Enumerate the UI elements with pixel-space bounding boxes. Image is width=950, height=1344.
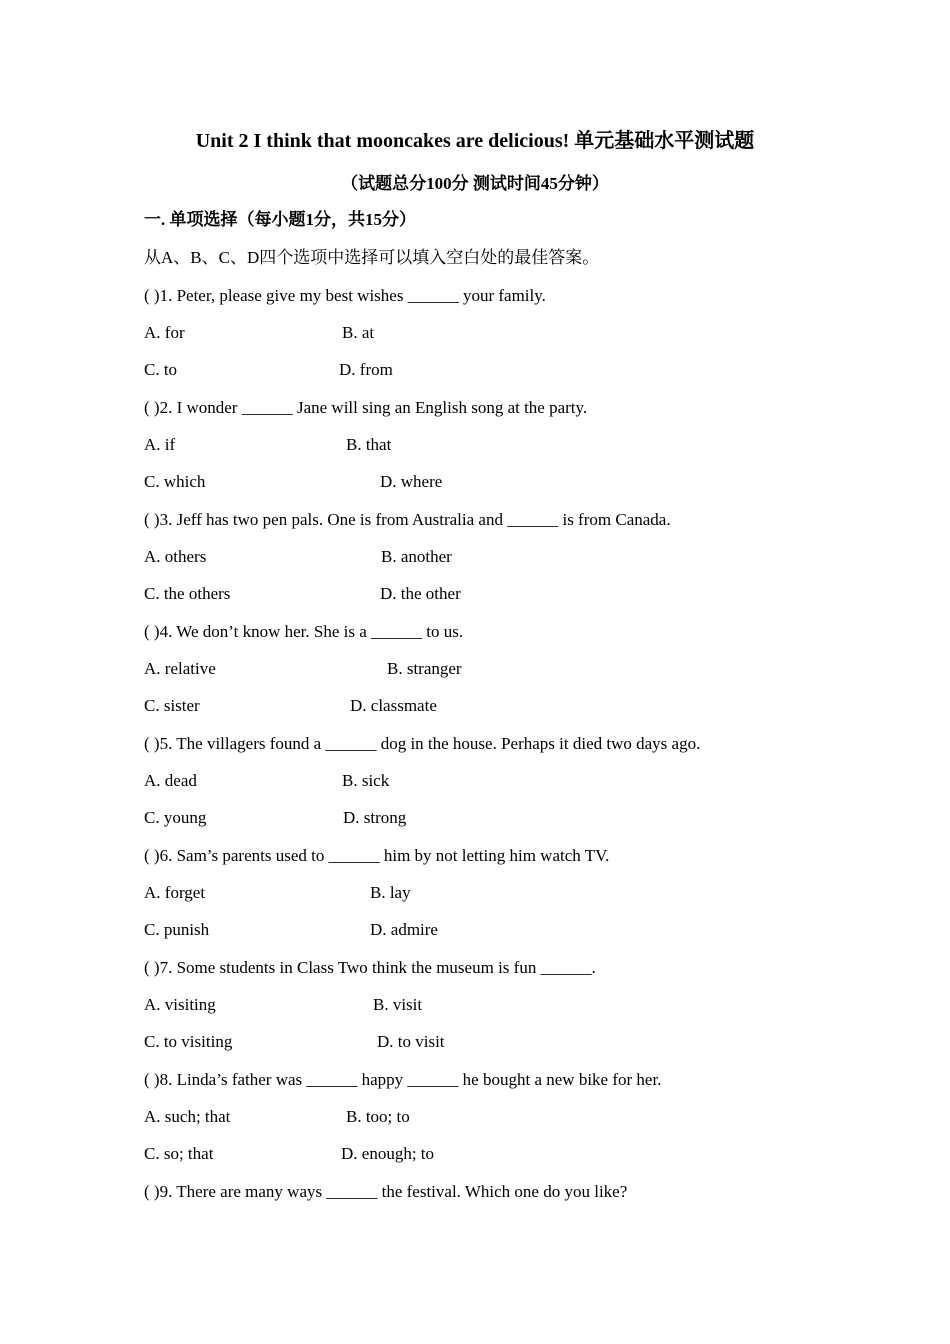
question-1-stem: ( )1. Peter, please give my best wishes ______ your family. bbox=[144, 286, 546, 305]
section-instruction: 从A、B、C、D四个选项中选择可以填入空白处的最佳答案。 bbox=[144, 248, 600, 267]
question-3-option-c: C. the others bbox=[144, 584, 231, 603]
question-6-option-d: D. admire bbox=[370, 920, 438, 939]
question-6-option-a: A. forget bbox=[144, 883, 206, 902]
question-9-stem: ( )9. There are many ways ______ the festival. Which one do you like? bbox=[144, 1182, 628, 1201]
question-8-option-c: C. so; that bbox=[144, 1144, 214, 1163]
question-1-option-c: C. to bbox=[144, 360, 178, 379]
question-4-option-a: A. relative bbox=[144, 659, 216, 678]
question-8-option-d: D. enough; to bbox=[341, 1144, 435, 1163]
question-3-option-d: D. the other bbox=[380, 584, 461, 603]
question-7-option-b: B. visit bbox=[373, 995, 423, 1014]
page-title: Unit 2 I think that mooncakes are delicious! 单元基础水平测试题 bbox=[195, 130, 755, 152]
question-2-stem: ( )2. I wonder ______ Jane will sing an English song at the party. bbox=[144, 398, 588, 417]
question-4-option-d: D. classmate bbox=[350, 696, 437, 715]
question-2-option-a: A. if bbox=[144, 435, 176, 454]
question-5-option-b: B. sick bbox=[342, 771, 390, 790]
question-3-option-b: B. another bbox=[381, 547, 452, 566]
question-6-option-b: B. lay bbox=[370, 883, 411, 902]
question-5-stem: ( )5. The villagers found a ______ dog in the house. Perhaps it died two days ago. bbox=[144, 734, 701, 753]
question-7-option-c: C. to visiting bbox=[144, 1032, 233, 1051]
question-8-stem: ( )8. Linda’s father was ______ happy ______ he bought a new bike for her. bbox=[144, 1070, 662, 1089]
question-2-option-c: C. which bbox=[144, 472, 206, 491]
question-6-stem: ( )6. Sam’s parents used to ______ him by not letting him watch TV. bbox=[144, 846, 610, 865]
question-3-option-a: A. others bbox=[144, 547, 207, 566]
question-7-option-a: A. visiting bbox=[144, 995, 216, 1014]
question-1-option-a: A. for bbox=[144, 323, 185, 342]
question-7-stem: ( )7. Some students in Class Two think the museum is fun ______. bbox=[144, 958, 596, 977]
question-3-stem: ( )3. Jeff has two pen pals. One is from Australia and ______ is from Canada. bbox=[144, 510, 671, 529]
question-1-option-b: B. at bbox=[342, 323, 375, 342]
question-5-option-a: A. dead bbox=[144, 771, 197, 790]
question-8-option-a: A. such; that bbox=[144, 1107, 231, 1126]
question-6-option-c: C. punish bbox=[144, 920, 210, 939]
question-5-option-c: C. young bbox=[144, 808, 207, 827]
question-4-option-b: B. stranger bbox=[387, 659, 462, 678]
question-4-option-c: C. sister bbox=[144, 696, 200, 715]
question-2-option-b: B. that bbox=[346, 435, 392, 454]
section-heading: 一. 单项选择（每小题1分，共15分） bbox=[144, 210, 416, 229]
question-4-stem: ( )4. We don’t know her. She is a ______ to us. bbox=[144, 622, 464, 641]
question-5-option-d: D. strong bbox=[343, 808, 407, 827]
question-8-option-b: B. too; to bbox=[346, 1107, 410, 1126]
question-2-option-d: D. where bbox=[380, 472, 443, 491]
question-7-option-d: D. to visit bbox=[377, 1032, 445, 1051]
question-1-option-d: D. from bbox=[339, 360, 393, 379]
page-subtitle: （试题总分100分 测试时间45分钟） bbox=[341, 174, 609, 193]
